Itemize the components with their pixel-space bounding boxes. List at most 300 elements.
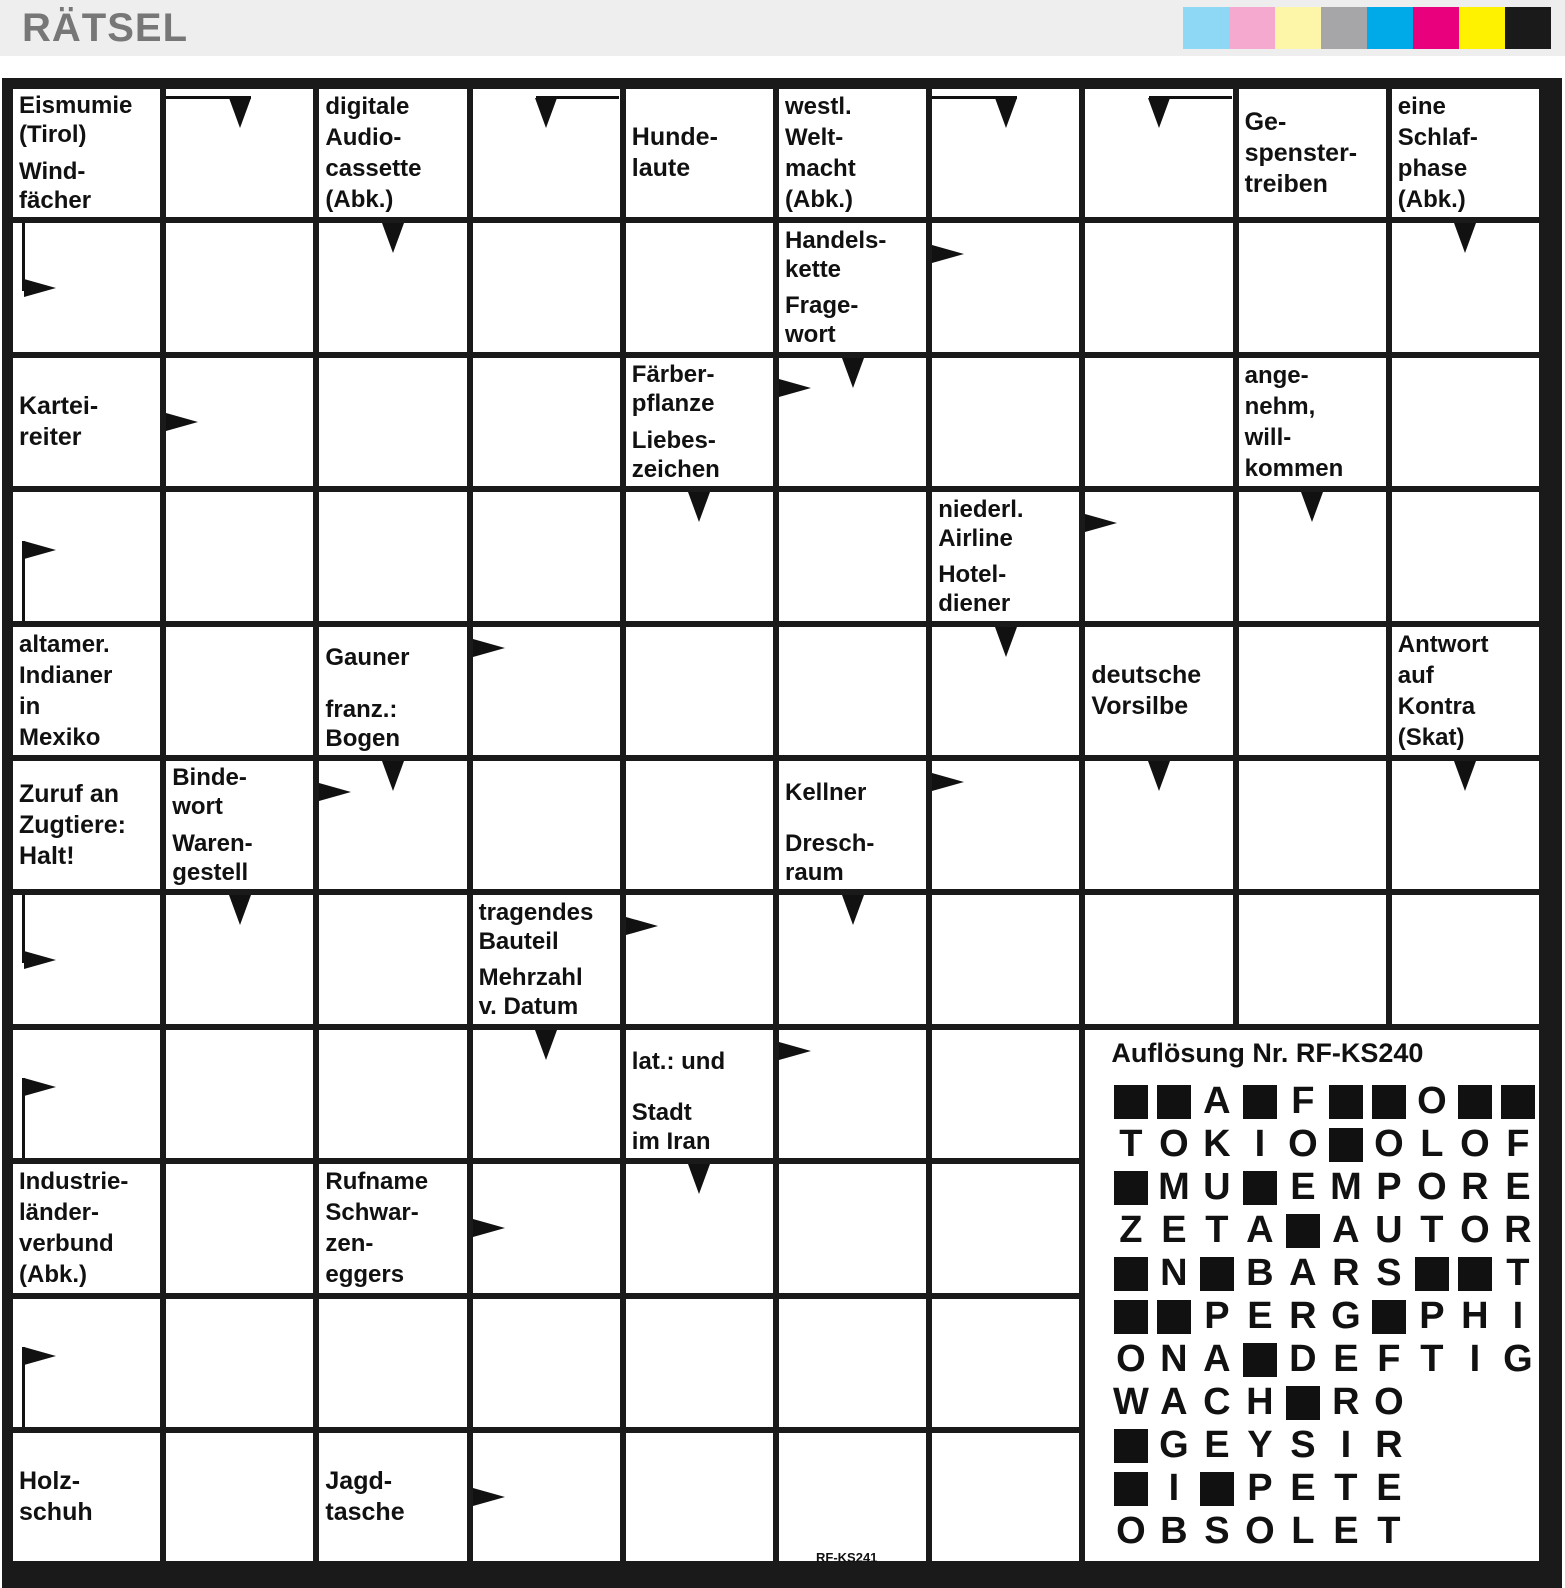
clue-text: lat.: und [631, 1047, 726, 1075]
clue-zuruf [13, 761, 160, 889]
color-swatch [1229, 7, 1275, 49]
solution-letter: T [1205, 1209, 1229, 1252]
solution-block [1453, 1082, 1496, 1122]
grid-cell[interactable] [166, 627, 313, 755]
solution-block [1281, 1383, 1324, 1423]
grid-cell[interactable] [319, 1030, 466, 1158]
arrow-stem [1149, 96, 1232, 99]
solution-letter: E [1376, 1467, 1402, 1510]
solution-block [1109, 1469, 1152, 1509]
solution-block [1238, 1168, 1281, 1208]
arrow-down-icon [995, 98, 1017, 128]
solution-letter: A [1160, 1381, 1188, 1424]
solution-letter: T [1420, 1338, 1444, 1381]
clue-karteireiter [13, 358, 160, 486]
arrow-down-icon [535, 98, 557, 128]
clue-text: Waren- gestell [172, 830, 253, 887]
clue-text: Stadt im Iran [631, 1098, 711, 1155]
clue-airline [932, 492, 1079, 555]
solution-row [1109, 1297, 1539, 1337]
clue-westl [779, 89, 926, 217]
crossword-grid [10, 86, 1555, 1581]
solution-letter: D [1289, 1338, 1317, 1381]
solution-letter: S [1204, 1510, 1230, 1553]
black-square-icon [1114, 1300, 1148, 1334]
clue-indianer [13, 627, 160, 755]
solution-letter: Y [1247, 1424, 1273, 1467]
clue-text: westl. Welt- macht (Abk.) [785, 93, 856, 214]
solution-letter: C [1203, 1381, 1231, 1424]
arrow-down-icon [382, 761, 404, 791]
solution-letter: E [1290, 1166, 1316, 1209]
clue-rufname [319, 1164, 466, 1292]
clue-schlafphase [1392, 89, 1539, 217]
clue-holzschuh [13, 1433, 160, 1561]
solution-letter: I [1512, 1295, 1524, 1338]
clue-text: Jagd- tasche [325, 1467, 405, 1527]
solution-letter: I [1340, 1424, 1352, 1467]
black-square-icon [1415, 1257, 1449, 1291]
solution-letter: R [1375, 1424, 1403, 1467]
arrow-down-icon [229, 98, 251, 128]
clue-industrie [13, 1164, 160, 1292]
arrow-down-icon [382, 223, 404, 253]
solution-row [1109, 1512, 1410, 1552]
grid-cell[interactable] [626, 1433, 773, 1561]
clue-eismumie [13, 89, 160, 152]
clue-text: Holz- schuh [19, 1467, 93, 1527]
solution-letter: K [1203, 1123, 1231, 1166]
grid-cell[interactable] [166, 223, 313, 351]
clue-hundelaute [626, 89, 773, 217]
arrow-right-icon [24, 1078, 56, 1096]
solution-letter: O [1417, 1166, 1447, 1209]
solution-block [1109, 1168, 1152, 1208]
arrow-right-icon [473, 1488, 505, 1506]
grid-cell[interactable] [473, 1299, 620, 1427]
solution-row [1109, 1340, 1539, 1380]
black-square-icon [1114, 1257, 1148, 1291]
solution-block [1453, 1254, 1496, 1294]
clue-datum [473, 961, 620, 1024]
solution-letter: T [1377, 1510, 1401, 1553]
grid-cell[interactable] [1085, 492, 1232, 620]
grid-cell[interactable] [626, 1299, 773, 1427]
grid-cell[interactable] [1392, 492, 1539, 620]
solution-letter: A [1332, 1209, 1360, 1252]
solution-block [1367, 1297, 1410, 1337]
solution-letter: E [1333, 1510, 1359, 1553]
grid-cell[interactable] [932, 358, 1079, 486]
grid-cell[interactable] [932, 895, 1079, 1023]
clue-text: digitale Audio- cassette (Abk.) [325, 93, 422, 214]
solution-block [1238, 1340, 1281, 1380]
clue-text: Zuruf an Zugtiere: Halt! [19, 779, 126, 870]
grid-cell[interactable] [626, 761, 773, 889]
clue-faerberpflanze [626, 358, 773, 421]
solution-letter: T [1506, 1252, 1530, 1295]
solution-letter: T [1119, 1123, 1143, 1166]
clue-dreschraum [779, 827, 926, 890]
grid-cell[interactable] [1239, 627, 1386, 755]
grid-cell[interactable] [1392, 358, 1539, 486]
grid-cell[interactable] [166, 492, 313, 620]
black-square-icon [1372, 1300, 1406, 1334]
clue-text: Liebes- zeichen [631, 426, 720, 483]
clue-text: Rufname Schwar- zen- eggers [325, 1168, 429, 1289]
black-square-icon [1157, 1085, 1191, 1119]
clue-text: niederl. Airline [938, 495, 1024, 552]
clue-vorsilbe [1085, 627, 1232, 755]
arrow-stem [22, 1347, 25, 1427]
grid-cell[interactable] [932, 1299, 1079, 1427]
clue-bauteil [473, 895, 620, 958]
arrow-down-icon [1148, 98, 1170, 128]
solution-letter: E [1333, 1338, 1359, 1381]
black-square-icon [1114, 1429, 1148, 1463]
solution-letter: S [1290, 1424, 1316, 1467]
clue-fragewort [779, 289, 926, 352]
clue-kontra [1392, 627, 1539, 755]
grid-cell[interactable] [932, 1164, 1079, 1292]
black-square-icon [1243, 1171, 1277, 1205]
solution-row [1109, 1383, 1410, 1423]
clue-angenehm [1239, 358, 1386, 486]
grid-cell[interactable] [779, 1433, 926, 1561]
solution-letter: E [1161, 1209, 1187, 1252]
solution-block [1324, 1082, 1367, 1122]
solution-letter: E [1505, 1166, 1531, 1209]
solution-letter: I [1469, 1338, 1481, 1381]
solution-letter: O [1288, 1123, 1318, 1166]
grid-cell[interactable] [473, 492, 620, 620]
clue-text: eine Schlaf- phase (Abk.) [1397, 93, 1478, 214]
color-swatch [1459, 7, 1505, 49]
solution-letter: R [1289, 1295, 1317, 1338]
solution-block [1410, 1254, 1453, 1294]
solution-block [1367, 1082, 1410, 1122]
solution-letter: W [1112, 1381, 1149, 1424]
grid-cell[interactable] [932, 1030, 1079, 1158]
solution-letter: O [1460, 1209, 1490, 1252]
solution-letter: H [1461, 1295, 1489, 1338]
solution-letter: A [1203, 1338, 1231, 1381]
solution-letter: S [1376, 1252, 1402, 1295]
solution-row [1109, 1254, 1539, 1294]
black-square-icon [1200, 1257, 1234, 1291]
solution-letter: L [1291, 1510, 1315, 1553]
clue-text: Kartei- reiter [19, 391, 99, 451]
color-calibration-bar [1183, 7, 1551, 49]
arrow-right-icon [319, 783, 351, 801]
solution-row [1109, 1168, 1539, 1208]
solution-block [1109, 1254, 1152, 1294]
solution-letter: G [1503, 1338, 1533, 1381]
solution-letter: F [1377, 1338, 1401, 1381]
clue-text: Gauner [325, 644, 410, 672]
arrow-down-icon [842, 895, 864, 925]
clue-liebeszeichen [626, 424, 773, 487]
clue-windfaecher [13, 155, 160, 218]
solution-letter: B [1246, 1252, 1274, 1295]
black-square-icon [1200, 1472, 1234, 1506]
solution-letter: T [1334, 1467, 1358, 1510]
arrow-stem [536, 96, 619, 99]
solution-letter: A [1289, 1252, 1317, 1295]
clue-text: Eismumie (Tirol) [19, 92, 133, 149]
arrow-stem [932, 96, 1017, 99]
grid-cell[interactable] [473, 223, 620, 351]
arrow-right-icon [473, 639, 505, 657]
clue-bogen [319, 692, 466, 755]
solution-letter: R [1504, 1209, 1532, 1252]
grid-cell[interactable] [1239, 895, 1386, 1023]
clue-bindewort [166, 761, 313, 824]
color-swatch [1413, 7, 1459, 49]
solution-letter: U [1203, 1166, 1231, 1209]
grid-cell[interactable] [932, 223, 1079, 351]
black-square-icon [1286, 1214, 1320, 1248]
solution-letter: F [1291, 1080, 1315, 1123]
black-square-icon [1458, 1257, 1492, 1291]
black-square-icon [1114, 1085, 1148, 1119]
grid-cell[interactable] [779, 627, 926, 755]
solution-row [1109, 1082, 1539, 1122]
black-square-icon [1114, 1472, 1148, 1506]
grid-cell[interactable] [626, 895, 773, 1023]
black-square-icon [1501, 1085, 1535, 1119]
clue-text: altamer. Indianer in Mexiko [19, 630, 113, 751]
grid-cell[interactable] [473, 358, 620, 486]
clue-und [626, 1030, 773, 1093]
arrow-right-icon [626, 917, 658, 935]
clue-text: Dresch- raum [785, 830, 875, 887]
clue-text: Industrie- länder- verbund (Abk.) [19, 1168, 129, 1289]
clue-iran [626, 1096, 773, 1159]
grid-cell[interactable] [319, 1299, 466, 1427]
solution-letter: R [1332, 1252, 1360, 1295]
grid-cell[interactable] [626, 223, 773, 351]
clue-hoteldiener [932, 558, 1079, 621]
grid-cell[interactable] [319, 895, 466, 1023]
solution-block [1152, 1297, 1195, 1337]
solution-letter: O [1374, 1381, 1404, 1424]
solution-letter: M [1330, 1166, 1362, 1209]
solution-letter: Z [1119, 1209, 1143, 1252]
arrow-stem [22, 895, 25, 962]
solution-letter: P [1204, 1295, 1230, 1338]
clue-text: deutsche Vorsilbe [1091, 660, 1202, 720]
solution-block [1109, 1297, 1152, 1337]
header-bar [0, 0, 1565, 56]
solution-letter: O [1245, 1510, 1275, 1553]
grid-cell[interactable] [1239, 761, 1386, 889]
grid-cell[interactable] [166, 1030, 313, 1158]
solution-letter: E [1204, 1424, 1230, 1467]
arrow-right-icon [779, 1042, 811, 1060]
grid-cell[interactable] [319, 358, 466, 486]
grid-cell[interactable] [626, 627, 773, 755]
solution-row [1109, 1469, 1410, 1509]
clue-text: Hotel- diener [938, 561, 1011, 618]
grid-cell[interactable] [1085, 223, 1232, 351]
clue-digitale [319, 89, 466, 217]
grid-cell[interactable] [166, 1299, 313, 1427]
black-square-icon [1114, 1171, 1148, 1205]
solution-letter: H [1246, 1381, 1274, 1424]
solution-letter: O [1417, 1080, 1447, 1123]
solution-letter: P [1376, 1166, 1402, 1209]
grid-cell[interactable] [1085, 895, 1232, 1023]
solution-block [1238, 1082, 1281, 1122]
black-square-icon [1243, 1085, 1277, 1119]
grid-cell[interactable] [779, 1164, 926, 1292]
color-swatch [1367, 7, 1413, 49]
solution-letter: E [1290, 1467, 1316, 1510]
clue-text: Färber- pflanze [631, 361, 715, 418]
arrow-right-icon [473, 1219, 505, 1237]
arrow-right-icon [24, 1347, 56, 1365]
arrow-down-icon [1148, 761, 1170, 791]
color-swatch [1275, 7, 1321, 49]
black-square-icon [1329, 1085, 1363, 1119]
page-title: RÄTSEL [22, 6, 188, 50]
grid-cell[interactable] [932, 1433, 1079, 1561]
solution-block [1109, 1426, 1152, 1466]
solution-block [1496, 1082, 1539, 1122]
clue-text: ange- nehm, will- kommen [1244, 361, 1344, 482]
clue-text: Antwort auf Kontra (Skat) [1397, 630, 1489, 751]
clue-kellner [779, 761, 926, 824]
black-square-icon [1157, 1300, 1191, 1334]
grid-cell[interactable] [779, 1299, 926, 1427]
solution-row [1109, 1211, 1539, 1251]
solution-letter: E [1247, 1295, 1273, 1338]
arrow-down-icon [1454, 761, 1476, 791]
solution-title: Auflösung Nr. RF-KS240 [1111, 1037, 1424, 1068]
solution-letter: N [1160, 1338, 1188, 1381]
black-square-icon [1286, 1386, 1320, 1420]
color-swatch [1183, 7, 1229, 49]
clue-text: Handels- kette [785, 226, 887, 283]
solution-row [1109, 1426, 1410, 1466]
puzzle-code: RF-KS241 [816, 1550, 878, 1565]
solution-block [1324, 1125, 1367, 1165]
solution-letter: M [1158, 1166, 1190, 1209]
arrow-right-icon [932, 773, 964, 791]
color-swatch [1505, 7, 1551, 49]
arrow-stem [166, 96, 251, 99]
solution-letter: O [1374, 1123, 1404, 1166]
clue-jagdtasche [319, 1433, 466, 1561]
arrow-right-icon [932, 245, 964, 263]
solution-letter: O [1116, 1510, 1146, 1553]
solution-letter: A [1203, 1080, 1231, 1123]
grid-cell[interactable] [779, 492, 926, 620]
solution-block [1152, 1082, 1195, 1122]
arrow-down-icon [688, 492, 710, 522]
grid-cell[interactable] [319, 492, 466, 620]
arrow-right-icon [24, 541, 56, 559]
solution-letter: O [1159, 1123, 1189, 1166]
clue-text: Wind- fächer [19, 158, 92, 215]
arrow-stem [22, 541, 25, 621]
arrow-stem [22, 223, 25, 290]
arrow-down-icon [842, 358, 864, 388]
solution-block [1195, 1469, 1238, 1509]
clue-text: Mehrzahl v. Datum [478, 964, 583, 1021]
grid-cell[interactable] [166, 1433, 313, 1561]
grid-cell[interactable] [473, 761, 620, 889]
clue-text: franz.: Bogen [325, 695, 401, 752]
clue-handelskette [779, 223, 926, 286]
solution-letter: T [1420, 1209, 1444, 1252]
arrow-right-icon [1085, 514, 1117, 532]
solution-block [1195, 1254, 1238, 1294]
arrow-down-icon [1454, 223, 1476, 253]
solution-letter: R [1332, 1381, 1360, 1424]
grid-cell[interactable] [1239, 223, 1386, 351]
solution-letter: U [1375, 1209, 1403, 1252]
grid-cell[interactable] [1392, 895, 1539, 1023]
arrow-down-icon [688, 1164, 710, 1194]
arrow-right-icon [779, 379, 811, 397]
solution-letter: A [1246, 1209, 1274, 1252]
arrow-stem [22, 1078, 25, 1158]
solution-letter: I [1254, 1123, 1266, 1166]
clue-text: tragendes Bauteil [478, 898, 594, 955]
solution-panel [1085, 1030, 1539, 1562]
clue-text: Kellner [785, 778, 867, 806]
solution-letter: O [1116, 1338, 1146, 1381]
solution-letter: G [1159, 1424, 1189, 1467]
solution-block [1281, 1211, 1324, 1251]
solution-letter: B [1160, 1510, 1188, 1553]
black-square-icon [1458, 1085, 1492, 1119]
solution-letter: N [1160, 1252, 1188, 1295]
solution-letter: P [1247, 1467, 1273, 1510]
solution-block [1109, 1082, 1152, 1122]
clue-text: Hunde- laute [631, 123, 718, 183]
arrow-down-icon [535, 1030, 557, 1060]
color-swatch [1321, 7, 1367, 49]
grid-cell[interactable] [1085, 358, 1232, 486]
solution-letter: F [1506, 1123, 1530, 1166]
solution-row [1109, 1125, 1539, 1165]
clue-gauner [319, 627, 466, 690]
arrow-right-icon [24, 951, 56, 969]
solution-letter: O [1460, 1123, 1490, 1166]
clue-text: Frage- wort [785, 292, 859, 349]
solution-letter: G [1331, 1295, 1361, 1338]
black-square-icon [1243, 1343, 1277, 1377]
arrow-down-icon [1301, 492, 1323, 522]
clue-gespenster [1239, 89, 1386, 217]
arrow-down-icon [229, 895, 251, 925]
clue-text: Binde- wort [172, 764, 247, 821]
arrow-down-icon [995, 627, 1017, 657]
solution-letter: R [1461, 1166, 1489, 1209]
solution-letter: P [1419, 1295, 1445, 1338]
solution-letter: L [1420, 1123, 1444, 1166]
arrow-right-icon [24, 279, 56, 297]
grid-cell[interactable] [166, 1164, 313, 1292]
clue-text: Ge- spenster- treiben [1244, 107, 1358, 198]
black-square-icon [1329, 1128, 1363, 1162]
black-square-icon [1372, 1085, 1406, 1119]
arrow-right-icon [166, 413, 198, 431]
clue-warengestell [166, 827, 313, 890]
